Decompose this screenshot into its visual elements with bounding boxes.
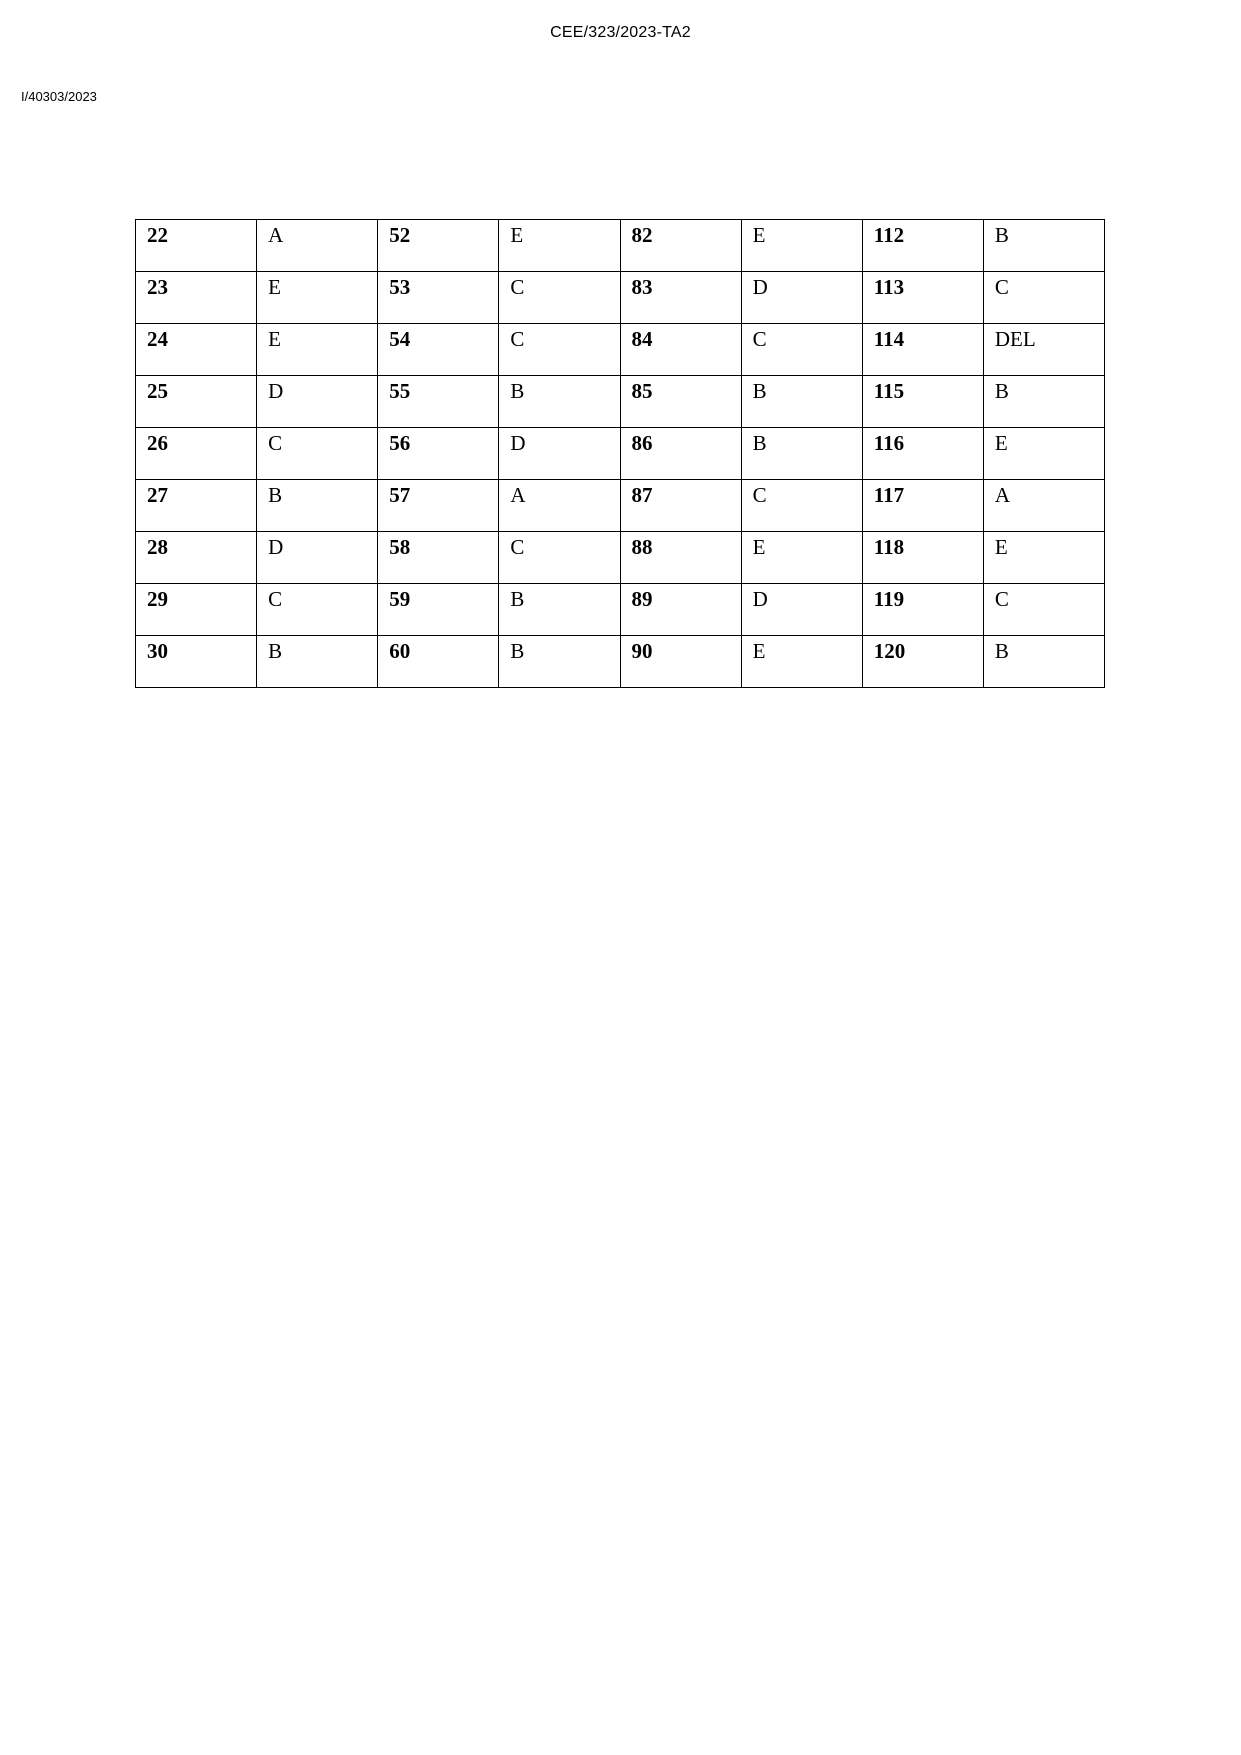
question-number-cell: 55 [378,376,499,428]
question-number-cell: 23 [136,272,257,324]
answer-cell: D [257,532,378,584]
answer-cell: C [499,272,620,324]
table-row [136,584,1105,636]
answer-cell: B [983,220,1104,272]
answer-cell: C [257,428,378,480]
answer-cell: DEL [983,324,1104,376]
question-number-cell: 82 [620,220,741,272]
question-number-cell: 26 [136,428,257,480]
answer-cell: B [741,428,862,480]
question-number-cell: 85 [620,376,741,428]
question-number-cell: 112 [862,220,983,272]
answer-cell: E [741,636,862,688]
answer-cell: B [983,376,1104,428]
question-number-cell: 57 [378,480,499,532]
document-reference: I/40303/2023 [21,89,97,104]
answer-cell: C [983,272,1104,324]
question-number-cell: 120 [862,636,983,688]
answer-key-body [136,220,1105,688]
question-number-cell: 58 [378,532,499,584]
question-number-cell: 87 [620,480,741,532]
answer-cell: C [741,480,862,532]
answer-cell: C [499,324,620,376]
question-number-cell: 113 [862,272,983,324]
table-row [136,532,1105,584]
answer-cell: E [741,220,862,272]
answer-cell: E [741,532,862,584]
table-row [136,272,1105,324]
table-row [136,324,1105,376]
answer-cell: E [257,324,378,376]
question-number-cell: 28 [136,532,257,584]
question-number-cell: 86 [620,428,741,480]
question-number-cell: 53 [378,272,499,324]
answer-cell: B [257,480,378,532]
document-title: CEE/323/2023-TA2 [550,24,691,41]
answer-cell: E [499,220,620,272]
table-row [136,376,1105,428]
question-number-cell: 29 [136,584,257,636]
answer-cell: B [499,376,620,428]
question-number-cell: 24 [136,324,257,376]
question-number-cell: 30 [136,636,257,688]
question-number-cell: 54 [378,324,499,376]
question-number-cell: 84 [620,324,741,376]
answer-cell: B [257,636,378,688]
answer-cell: A [983,480,1104,532]
question-number-cell: 27 [136,480,257,532]
answer-cell: D [499,428,620,480]
question-number-cell: 25 [136,376,257,428]
question-number-cell: 22 [136,220,257,272]
answer-cell: B [499,636,620,688]
table-row [136,480,1105,532]
question-number-cell: 59 [378,584,499,636]
answer-cell: C [257,584,378,636]
question-number-cell: 52 [378,220,499,272]
question-number-cell: 117 [862,480,983,532]
answer-cell: D [257,376,378,428]
answer-cell: D [741,584,862,636]
question-number-cell: 115 [862,376,983,428]
question-number-cell: 118 [862,532,983,584]
table-row [136,428,1105,480]
answer-cell: E [983,428,1104,480]
question-number-cell: 114 [862,324,983,376]
answer-cell: B [499,584,620,636]
answer-cell: A [257,220,378,272]
answer-key-table [135,219,1105,688]
answer-cell: A [499,480,620,532]
question-number-cell: 88 [620,532,741,584]
answer-cell: C [983,584,1104,636]
question-number-cell: 116 [862,428,983,480]
question-number-cell: 119 [862,584,983,636]
answer-cell: B [741,376,862,428]
answer-cell: E [983,532,1104,584]
table-row [136,220,1105,272]
answer-cell: C [499,532,620,584]
question-number-cell: 89 [620,584,741,636]
answer-cell: C [741,324,862,376]
table-row [136,636,1105,688]
answer-cell: E [257,272,378,324]
question-number-cell: 56 [378,428,499,480]
question-number-cell: 60 [378,636,499,688]
answer-cell: B [983,636,1104,688]
answer-cell: D [741,272,862,324]
question-number-cell: 83 [620,272,741,324]
question-number-cell: 90 [620,636,741,688]
